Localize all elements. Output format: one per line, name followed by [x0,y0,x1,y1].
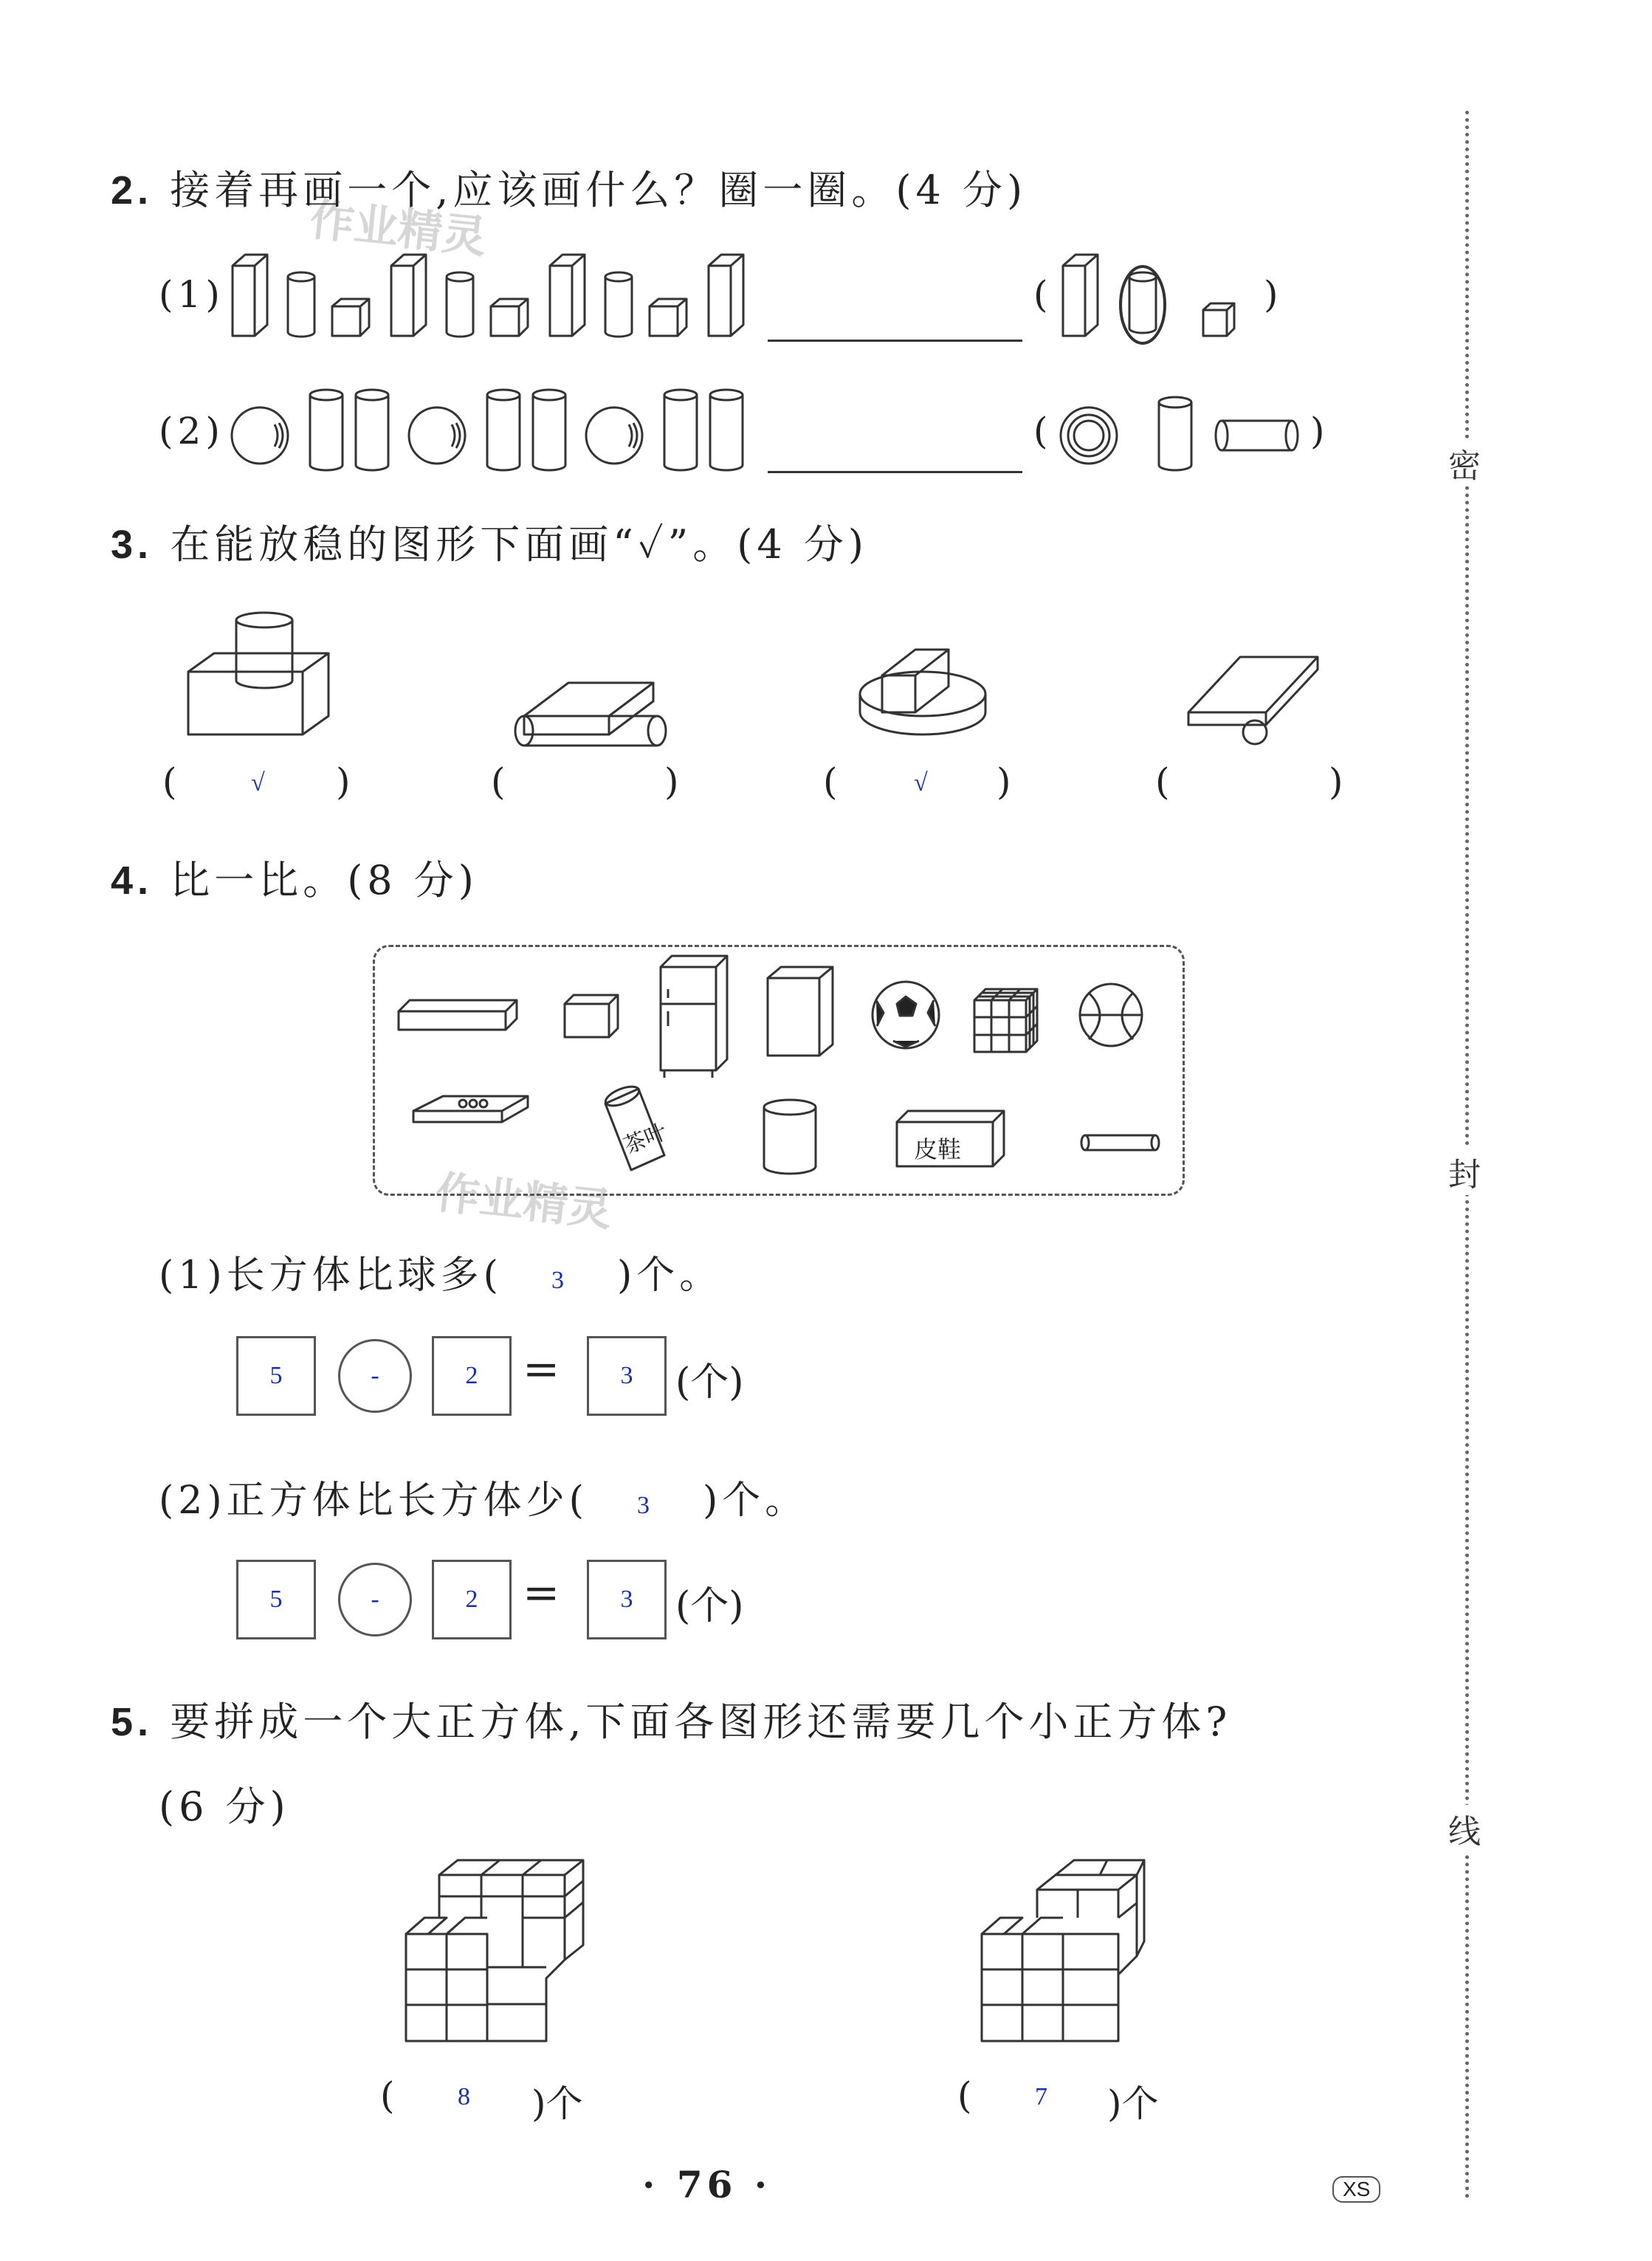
question-text: 在能放稳的图形下面画“✓”。(4 分) [170,521,868,568]
q2-paren-close: ) [1310,410,1325,452]
question-number: 3. [111,523,154,567]
q5-paren-open: ( [380,2074,395,2117]
question-4-title [111,849,478,906]
q4-sub1-answer[interactable]: 3 [551,1267,568,1294]
page-number: · 76 · [642,2163,772,2206]
question-text: 接着再画一个,应该画什么？圈一圈。(4 分) [170,167,1028,213]
eq2-box-a[interactable]: 5 [236,1560,316,1639]
q4-objects [373,945,1185,1196]
q5-answer-2[interactable]: 7 [1035,2083,1047,2110]
tall-box-icon [768,967,833,1056]
seal-label-feng: 封 [1448,1148,1481,1195]
question-text: 要拼成一个大正方体,下面各图形还需要几个小正方体? [170,1699,1232,1745]
q5-cube-figures [399,1860,1174,2052]
q3-paren-close: ) [1329,760,1343,803]
question-3-title [111,513,868,570]
eq1-operator-circle[interactable]: - [338,1339,412,1413]
question-2-title [111,159,1027,216]
q4-sub1-text: (1)长方体比球多( [159,1253,503,1298]
q5-paren-open: ( [957,2074,972,2117]
q2-row1-choices [1056,247,1240,343]
q4-sub2 [159,1469,808,1524]
fridge-icon [661,956,727,1078]
seal-label-mi: 密 [1448,439,1481,486]
q3-paren-open: ( [162,760,177,803]
eq1-box-c[interactable]: 3 [587,1336,667,1416]
q5-answer-1[interactable]: 8 [458,2083,470,2110]
eq2-box-c[interactable]: 3 [587,1560,667,1639]
question-number: 2. [111,168,154,213]
q3-paren-open: ( [823,760,838,803]
eq2-operator-circle[interactable]: - [338,1563,412,1637]
q3-paren-close: ) [336,760,351,803]
question-text: 比一比。(8 分) [170,857,478,904]
equals-sign: = [523,1343,560,1395]
watermark: 作业精灵 [307,193,489,264]
watermark: 作业精灵 [433,1166,615,1237]
eq1-unit: (个) [675,1360,744,1405]
eq1-box-a[interactable]: 5 [236,1336,316,1416]
eq1-box-b[interactable]: 2 [432,1336,512,1416]
q2-row2-pattern [229,380,760,476]
q2-row2-choices [1056,380,1307,476]
question-5-title [111,1690,1231,1747]
q2-sub2-label: (2) [159,410,224,452]
q2-paren-close: ) [1264,273,1278,316]
seal-label-xian: 线 [1448,1805,1481,1852]
q2-row1-pattern [229,247,760,343]
question-number: 5. [111,1700,154,1744]
question-number: 4. [111,858,154,903]
small-cube-icon [565,995,618,1037]
q4-sub2-tail: )个。 [703,1479,808,1523]
q2-answer-line-1 [768,340,1022,342]
q3-paren-open: ( [1155,760,1170,803]
q3-answer-1[interactable]: √ [251,769,265,796]
q3-answer-3[interactable]: √ [914,769,928,796]
eq2-unit: (个) [675,1584,744,1628]
tea-can-label: 茶叶 [619,1118,671,1160]
q4-sub2-text: (2)正方体比长方体少( [159,1479,588,1523]
q5-paren-close: )个 [531,2082,583,2125]
rubik-cube-icon [974,989,1037,1052]
q2-answer-line-2 [768,471,1022,473]
q3-paren-close: ) [664,760,679,803]
edition-code-badge: XS [1332,2176,1380,2203]
shoe-box-label: 皮鞋 [914,1135,962,1163]
equals-sign: = [523,1567,560,1619]
q3-paren-close: ) [997,760,1011,803]
q4-sub1 [159,1244,722,1299]
q3-paren-open: ( [491,760,506,803]
q2-sub1-label: (1) [159,273,224,316]
q2-paren-open: ( [1033,273,1048,316]
q3-shapes [177,591,1329,753]
q2-paren-open: ( [1033,410,1048,452]
q5-paren-close: )个 [1107,2082,1159,2125]
q4-sub2-answer[interactable]: 3 [636,1492,654,1519]
long-box-icon [399,1000,517,1030]
eq2-box-b[interactable]: 2 [432,1560,512,1639]
q4-sub1-tail: )个。 [617,1253,723,1298]
question-5-points: (6 分) [159,1783,290,1830]
